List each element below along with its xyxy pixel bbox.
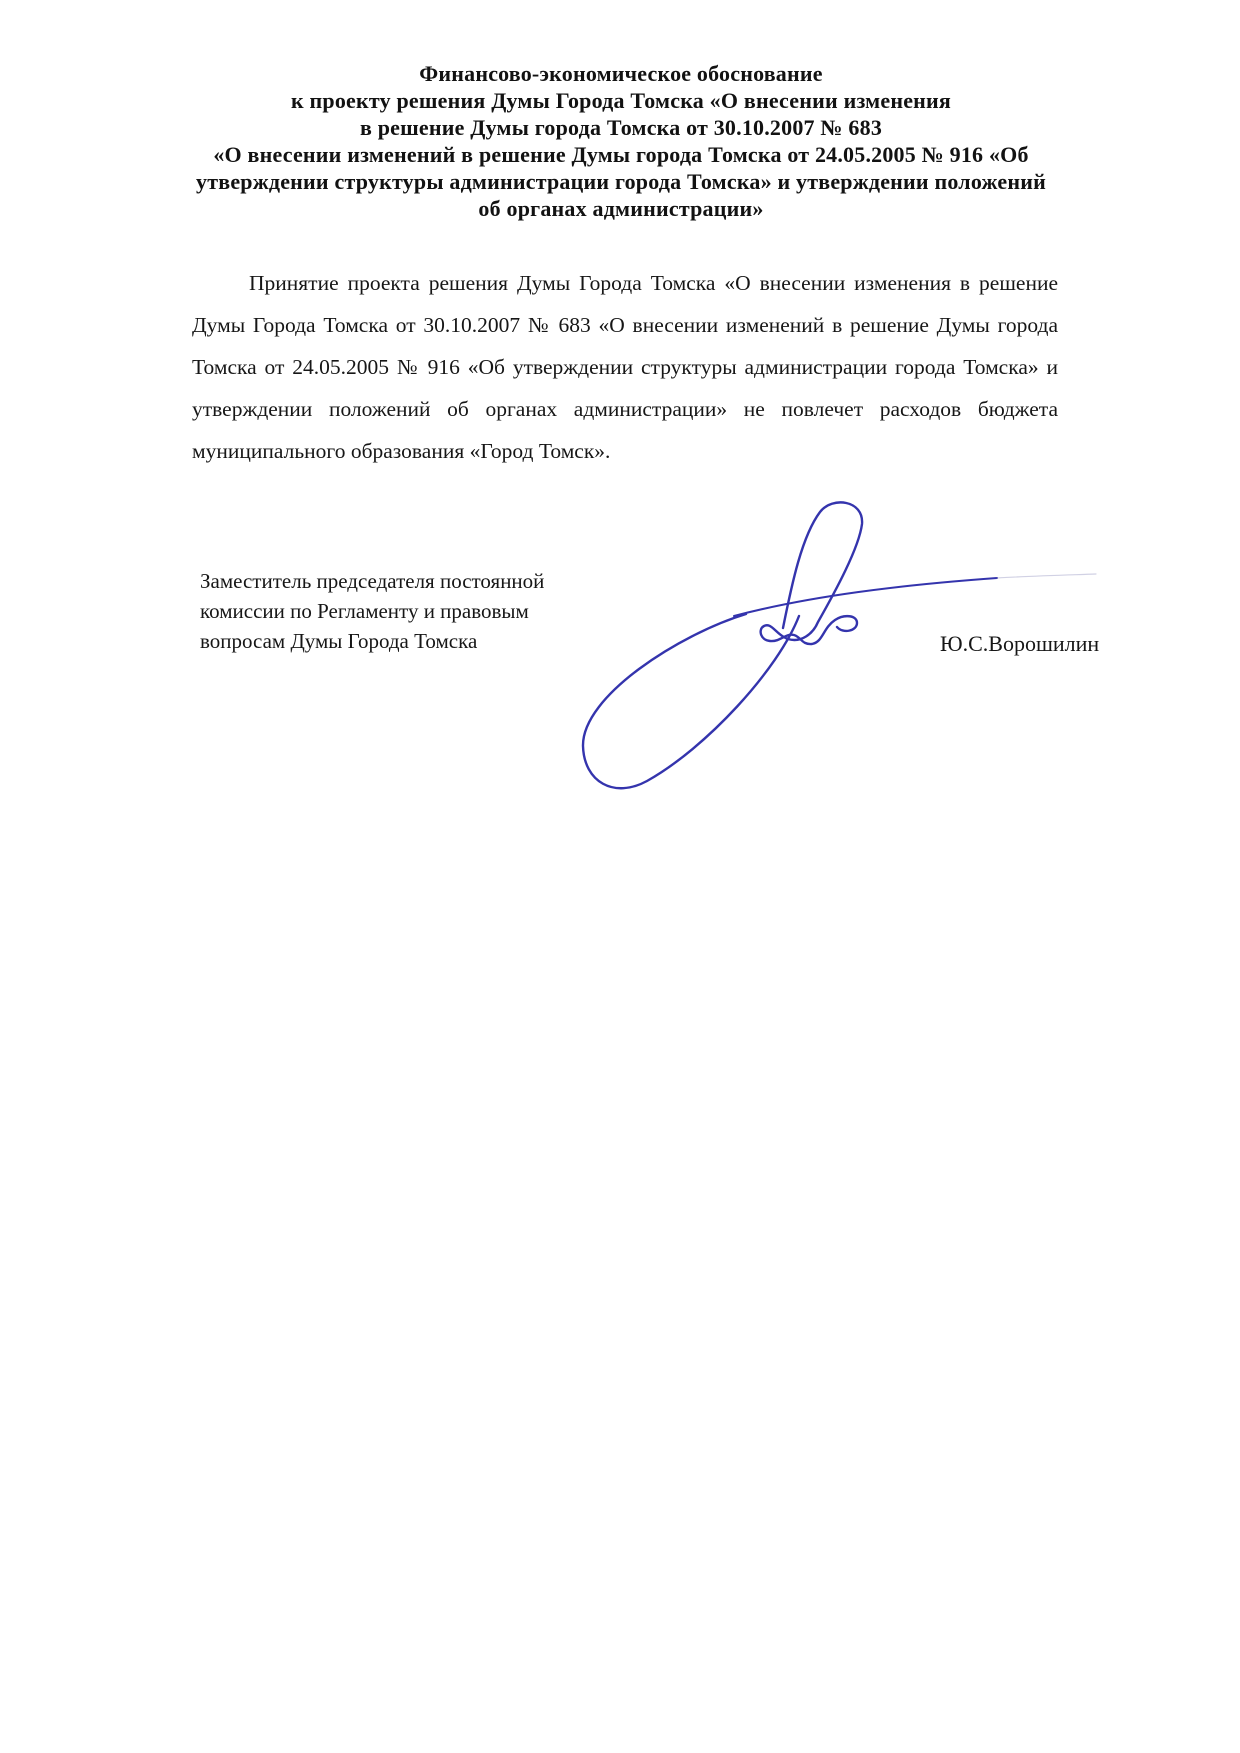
title-line-1: Финансово-экономическое обоснование (419, 61, 823, 86)
title-line-5: утверждении структуры администрации города Томска» и утверждении положений (196, 169, 1046, 194)
signatory-position-line-3: вопросам Думы Города Томска (200, 629, 478, 653)
body-paragraph: Принятие проекта решения Думы Города Томска «О внесении изменения в решение Думы Города Томска от 30.10.2007 № 683 «О внесении изменений в решение Думы города Томска от 24.05.2005 № 916 «Об утверждении структуры администрации города Томска» и утверждении положений об органах администрации» не повлечет расходов бюджета муниципального образования «Город Томск». (192, 271, 1058, 463)
signature-tail-stroke (734, 578, 997, 616)
title-line-4: «О внесении изменений в решение Думы города Томска от 24.05.2005 № 916 «Об (213, 142, 1029, 167)
signatory-position-line-2: комиссии по Регламенту и правовым (200, 599, 529, 623)
title-line-3: в решение Думы города Томска от 30.10.2007 № 683 (359, 115, 883, 140)
signatory-position-line-1: Заместитель председателя постоянной (200, 569, 545, 593)
signatory-name: Ю.С.Ворошилин (940, 631, 1100, 656)
signature-loop-stroke (761, 502, 862, 644)
document-title (188, 60, 1054, 222)
title-line-2: к проекту решения Думы Города Томска «О внесении изменения (290, 88, 952, 113)
signature-tail-fade-stroke (997, 574, 1096, 578)
signatory-position (200, 566, 630, 656)
title-line-6: об органах администрации» (478, 196, 764, 221)
